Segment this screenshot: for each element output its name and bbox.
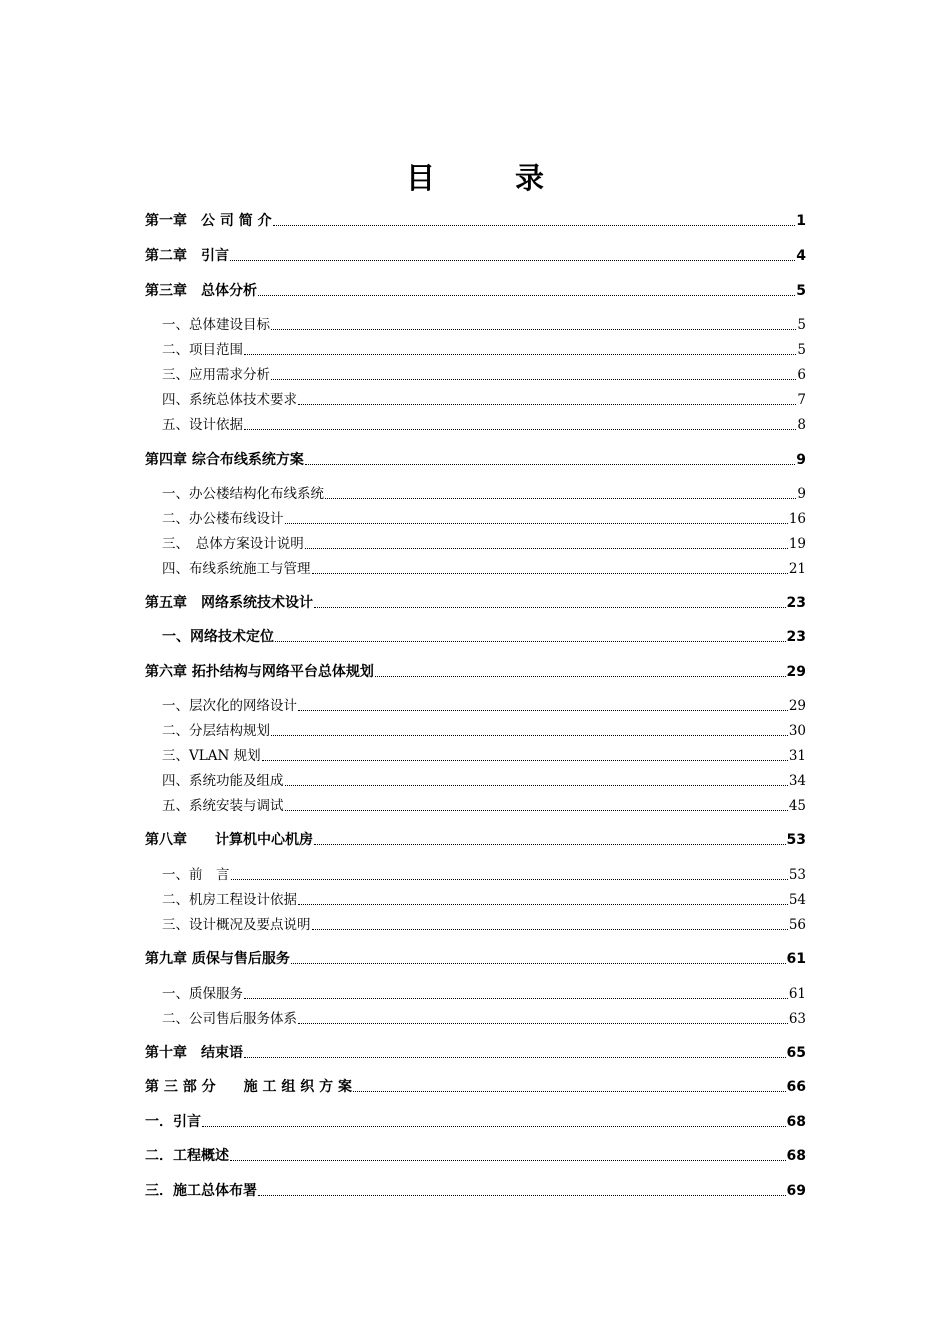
toc-entry xyxy=(145,450,806,470)
leader-dots xyxy=(305,464,795,465)
toc-entry-page: 23 xyxy=(786,595,806,611)
toc-entry xyxy=(162,534,806,554)
toc-entry-page: 65 xyxy=(786,1045,806,1061)
toc-entry-page: 61 xyxy=(786,951,806,967)
toc-entry xyxy=(145,949,806,969)
leader-dots xyxy=(230,1160,786,1161)
toc-entry-page: 29 xyxy=(788,698,806,714)
toc-entry xyxy=(145,281,806,301)
toc-entry xyxy=(145,593,806,613)
leader-dots xyxy=(271,379,796,380)
toc-entry xyxy=(145,1077,806,1097)
toc-entry-page: 21 xyxy=(788,561,806,577)
toc-entry xyxy=(162,796,806,816)
toc-entry xyxy=(162,509,806,529)
leader-dots xyxy=(262,760,788,761)
leader-dots xyxy=(258,295,795,296)
toc-entry xyxy=(162,696,806,716)
toc-entry-page: 53 xyxy=(788,867,806,883)
toc-entry-page: 5 xyxy=(797,317,806,333)
toc-title-char-2: 录 xyxy=(515,161,545,195)
toc-entry xyxy=(162,559,806,579)
leader-dots xyxy=(285,785,788,786)
toc-entry xyxy=(162,915,806,935)
leader-dots xyxy=(285,523,788,524)
toc-entry-label: 第九章 质保与售后服务 xyxy=(145,951,290,967)
leader-dots xyxy=(312,573,788,574)
leader-dots xyxy=(312,929,788,930)
toc-title xyxy=(0,156,950,197)
leader-dots xyxy=(231,879,788,880)
toc-entry-label: 四、布线系统施工与管理 xyxy=(162,561,311,577)
toc-entry-label: 二、分层结构规划 xyxy=(162,723,270,739)
leader-dots xyxy=(314,607,786,608)
leader-dots xyxy=(273,225,796,226)
leader-dots xyxy=(285,810,788,811)
toc-entry-page: 30 xyxy=(788,723,806,739)
leader-dots xyxy=(298,904,788,905)
toc-entry xyxy=(162,484,806,504)
toc-entry-label: 二、机房工程设计依据 xyxy=(162,892,297,908)
toc-entry-page: 29 xyxy=(786,664,806,680)
toc-entry xyxy=(145,1181,806,1201)
toc-entry xyxy=(162,1009,806,1029)
toc-entry xyxy=(162,415,806,435)
toc-entry xyxy=(162,771,806,791)
toc-entry-label: 四、系统功能及组成 xyxy=(162,773,284,789)
toc-title-char-1: 目 xyxy=(405,161,435,195)
toc-entry xyxy=(145,1112,806,1132)
leader-dots xyxy=(298,1023,788,1024)
toc-entry-label: 一、办公楼结构化布线系统 xyxy=(162,486,324,502)
toc-entry xyxy=(145,246,806,266)
leader-dots xyxy=(202,1126,786,1127)
leader-dots xyxy=(291,963,786,964)
leader-dots xyxy=(244,998,788,999)
toc-entry-page: 5 xyxy=(796,283,806,299)
toc-entry-label: 三、设计概况及要点说明 xyxy=(162,917,311,933)
toc-entry-label: 第一章 公 司 简 介 xyxy=(145,213,272,229)
toc-entry-label: 第八章 计算机中心机房 xyxy=(145,832,313,848)
toc-entry-page: 61 xyxy=(788,986,806,1002)
leader-dots xyxy=(298,404,796,405)
toc-entry-page: 56 xyxy=(788,917,806,933)
toc-entry-label: 五、设计依据 xyxy=(162,417,243,433)
toc-entry-label: 第六章 拓扑结构与网络平台总体规划 xyxy=(145,664,374,680)
toc-entry-label: 一、质保服务 xyxy=(162,986,243,1002)
toc-entry-label: 三．施工总体布署 xyxy=(145,1183,257,1199)
toc-entry xyxy=(145,1043,806,1063)
toc-entry-page: 16 xyxy=(788,511,806,527)
toc-entry-page: 53 xyxy=(786,832,806,848)
toc-entry-label: 三、VLAN 规划 xyxy=(162,748,261,764)
toc-entry-page: 45 xyxy=(788,798,806,814)
toc-entry xyxy=(162,984,806,1004)
toc-entry-label: 三、 总体方案设计说明 xyxy=(162,536,304,552)
toc-entry-label: 一、总体建设目标 xyxy=(162,317,270,333)
toc-entry-page: 68 xyxy=(786,1148,806,1164)
toc-entry xyxy=(162,865,806,885)
leader-dots xyxy=(244,429,796,430)
toc-entry-label: 一．引言 xyxy=(145,1114,201,1130)
toc-entry-page: 34 xyxy=(788,773,806,789)
toc-entry-label: 第十章 结束语 xyxy=(145,1045,243,1061)
leader-dots xyxy=(258,1195,786,1196)
toc-entry-page: 31 xyxy=(788,748,806,764)
toc-entry-label: 三、应用需求分析 xyxy=(162,367,270,383)
toc-entry-page: 66 xyxy=(786,1079,806,1095)
toc-entry-label: 五、系统安装与调试 xyxy=(162,798,284,814)
toc-entry-label: 第四章 综合布线系统方案 xyxy=(145,452,304,468)
toc-entry-page: 54 xyxy=(788,892,806,908)
toc-entry-label: 第三章 总体分析 xyxy=(145,283,257,299)
leader-dots xyxy=(271,735,788,736)
leader-dots xyxy=(375,676,786,677)
leader-dots xyxy=(353,1091,786,1092)
toc-entry-label: 一、前 言 xyxy=(162,867,230,883)
toc-entry xyxy=(162,390,806,410)
toc-entry xyxy=(162,365,806,385)
toc-entry-label: 二、项目范围 xyxy=(162,342,243,358)
leader-dots xyxy=(275,641,786,642)
toc-entry-label: 一、网络技术定位 xyxy=(162,629,274,645)
leader-dots xyxy=(230,260,795,261)
toc-entry-label: 第二章 引言 xyxy=(145,248,229,264)
toc-entry xyxy=(162,627,806,647)
toc-entry xyxy=(145,830,806,850)
toc-entry-label: 一、层次化的网络设计 xyxy=(162,698,297,714)
toc-entry-page: 63 xyxy=(788,1011,806,1027)
toc-entry-label: 第五章 网络系统技术设计 xyxy=(145,595,313,611)
toc-entry-page: 8 xyxy=(797,417,806,433)
toc-entry-page: 68 xyxy=(786,1114,806,1130)
toc-entry-page: 19 xyxy=(788,536,806,552)
toc-entry-label: 第 三 部 分 施 工 组 织 方 案 xyxy=(145,1079,352,1095)
toc-entry xyxy=(162,890,806,910)
toc-entry xyxy=(145,662,806,682)
toc-entry-page: 7 xyxy=(797,392,806,408)
toc-entry xyxy=(162,746,806,766)
toc-entry-page: 9 xyxy=(796,452,806,468)
toc-entry-label: 二．工程概述 xyxy=(145,1148,229,1164)
toc-entry-page: 5 xyxy=(797,342,806,358)
leader-dots xyxy=(298,710,788,711)
toc-entry-page: 9 xyxy=(797,486,806,502)
toc-entry-label: 二、公司售后服务体系 xyxy=(162,1011,297,1027)
toc-entry-page: 69 xyxy=(786,1183,806,1199)
toc-entry-page: 4 xyxy=(796,248,806,264)
toc-entry-label: 四、系统总体技术要求 xyxy=(162,392,297,408)
toc-entry-label: 二、办公楼布线设计 xyxy=(162,511,284,527)
toc-entry xyxy=(145,211,806,231)
toc-entry xyxy=(162,315,806,335)
toc-entry-page: 6 xyxy=(797,367,806,383)
toc-entry xyxy=(162,340,806,360)
leader-dots xyxy=(271,329,796,330)
toc-entry xyxy=(162,721,806,741)
leader-dots xyxy=(244,354,796,355)
toc-entry xyxy=(145,1146,806,1166)
toc-entry-page: 23 xyxy=(786,629,806,645)
leader-dots xyxy=(244,1057,786,1058)
leader-dots xyxy=(314,844,786,845)
leader-dots xyxy=(325,498,796,499)
leader-dots xyxy=(305,548,788,549)
toc-entry-page: 1 xyxy=(796,213,806,229)
